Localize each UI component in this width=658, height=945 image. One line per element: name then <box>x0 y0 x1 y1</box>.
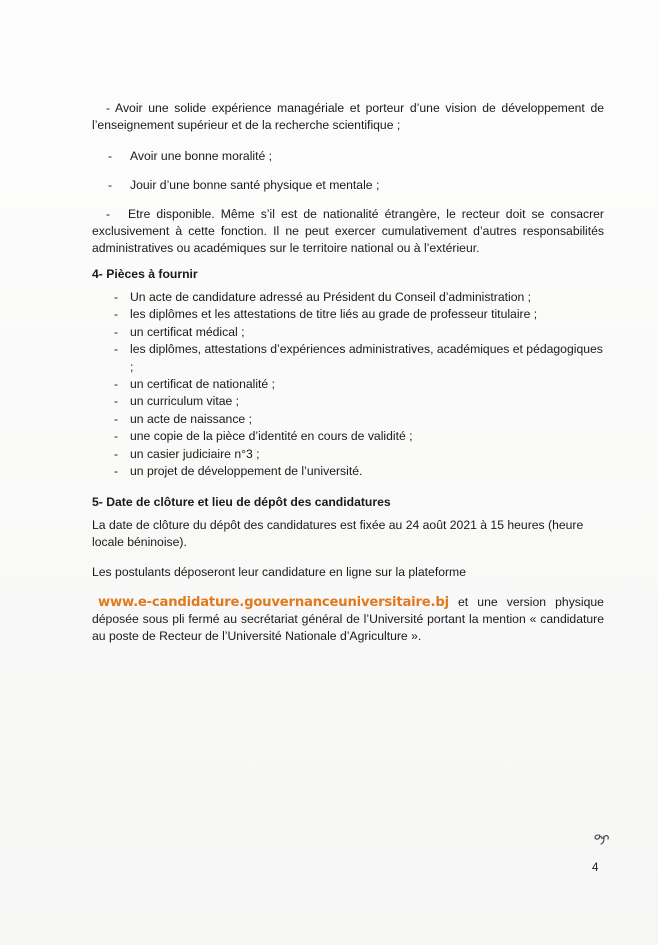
criterion-text-first: Etre disponible. Même s’il est de nationalité étrangère, le recteur doit se consacrer <box>128 207 604 221</box>
criterion-text: Avoir une bonne moralité ; <box>130 149 273 163</box>
list-item <box>92 289 604 306</box>
page-number: 4 <box>592 862 599 874</box>
list-item <box>92 393 604 410</box>
list-dash: - <box>108 178 113 192</box>
list-item <box>92 376 604 393</box>
list-dash: - <box>106 207 111 221</box>
list-item-text: un acte de naissance ; <box>130 411 252 426</box>
list-dash: - <box>114 324 119 339</box>
criterion-text-rest: exclusivement à cette fonction. Il ne peut exercer cumulativement d’autres responsabilités administratives ou académiques sur le territoire national ou à l’extérieur. <box>92 224 604 255</box>
word-une: une <box>477 595 498 610</box>
list-item <box>92 463 604 480</box>
list-item-text: les diplômes, attestations d’expériences administratives, académiques et pédagogiques ; <box>130 342 603 374</box>
list-item <box>92 428 604 445</box>
online-submission-paragraph: Les postulants déposeront leur candidature en ligne sur la plateforme <box>92 565 466 580</box>
list-item-text: une copie de la pièce d’identité en cours de validité ; <box>130 429 413 444</box>
list-dash: - <box>114 394 119 409</box>
list-item <box>92 324 604 341</box>
list-dash: - <box>108 149 113 163</box>
list-item <box>92 411 604 428</box>
page-content <box>92 100 604 645</box>
word-et: et <box>458 595 469 610</box>
list-item-text: un certificat de nationalité ; <box>130 377 275 392</box>
list-dash: - <box>114 342 119 357</box>
list-item-text: un casier judiciaire n°3 ; <box>130 446 260 461</box>
word-version: version <box>506 595 547 610</box>
criterion-morality <box>92 148 604 165</box>
list-dash: - <box>114 290 119 304</box>
list-item-text: un curriculum vitae ; <box>130 394 240 409</box>
list-item-text: un projet de développement de l’université. <box>130 464 363 479</box>
initials-signature-icon <box>592 830 616 846</box>
physical-submission-paragraph: déposée sous pli fermé au secrétariat général de l’Université portant la mention « candidature au poste de Recteur de l’Université Nationale d’Agriculture ». <box>92 612 604 644</box>
list-dash: - <box>114 446 119 461</box>
list-item-text: Un acte de candidature adressé au Président du Conseil d’administration ; <box>130 290 532 304</box>
list-dash: - <box>114 377 119 392</box>
word-physique: physique <box>555 595 604 610</box>
list-dash: - <box>114 429 119 444</box>
criterion-experience: - Avoir une solide expérience managériale et porteur d’une vision de développement de l’enseignement supérieur et de la recherche scientifique ; <box>92 101 604 132</box>
list-item-text: les diplômes et les attestations de titre liés au grade de professeur titulaire ; <box>130 307 538 322</box>
platform-link[interactable]: www.e-candidature.gouvernanceuniversitaire.bj <box>98 595 449 611</box>
list-item <box>92 341 604 376</box>
list-item-text: un certificat médical ; <box>130 324 245 339</box>
platform-link-line <box>92 594 604 611</box>
list-dash: - <box>114 307 119 322</box>
list-dash: - <box>114 411 119 426</box>
list-item <box>92 446 604 463</box>
list-dash: - <box>114 464 119 479</box>
section-5-heading: 5- Date de clôture et lieu de dépôt des candidatures <box>92 495 391 510</box>
criterion-text: Jouir d’une bonne santé physique et mentale ; <box>130 178 380 192</box>
criterion-health <box>92 177 604 194</box>
section-4-heading: 4- Pièces à fournir <box>92 267 198 281</box>
list-item <box>92 306 604 323</box>
criterion-availability <box>92 206 604 257</box>
documents-list <box>92 289 604 480</box>
closing-date-paragraph: La date de clôture du dépôt des candidatures est fixée au 24 août 2021 à 15 heures (heure locale béninoise). <box>92 518 584 550</box>
